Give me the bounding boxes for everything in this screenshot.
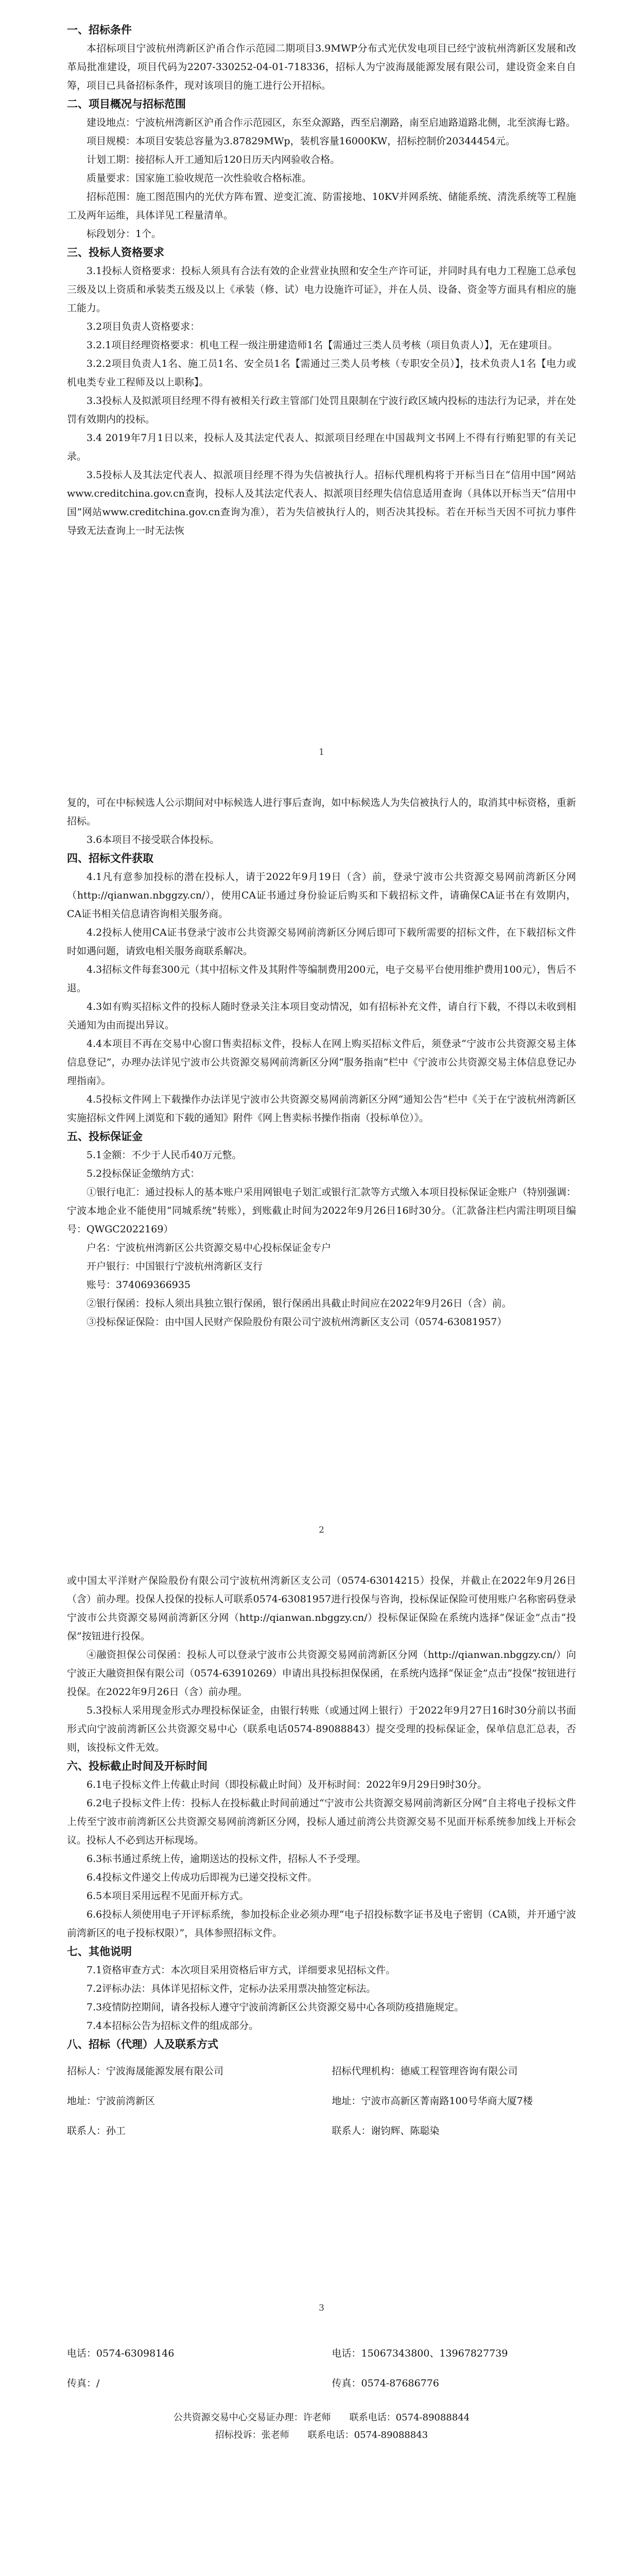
section-4-title: 四、招标文件获取 (67, 852, 153, 865)
project-location: 建设地点：宁波杭州湾新区沪甬合作示范园区，东至众源路，西至启潮路，南至启迪路道路北侧，北至滨海七路。 (86, 117, 576, 128)
agent-address: 地址：宁波市高新区菁南路100号华商大厦7楼 (332, 2095, 533, 2107)
page-number-1: 1 (319, 747, 324, 757)
tenderer-fax: 传真：/ (67, 2378, 100, 2389)
note-7-4: 7.4本招标公告为招标文件的组成部分。 (86, 2020, 259, 2031)
deadline-6-1: 6.1电子投标文件上传截止时间（即投标截止时间）及开标时间：2022年9月29日9时30分。 (86, 1779, 488, 1790)
tender-doc-4-1: 4.1凡有意参加投标的潜在投标人，请于2022年9月19日（含）前，登录宁波市公共资源交易网前湾新区分网（http://qianwan.nbggzy.cn/），使用CA证书通过身份验证后购买和下载招标文件，请确保CA证书在有效期内，CA证书相关信息请咨询相关服务商。 (67, 871, 576, 920)
agent-phone: 电话：15067343800、13967827739 (332, 2348, 508, 2359)
deposit-insurance-cont: 或中国太平洋财产保险股份有限公司宁波杭州湾新区支公司（0574-63014215）投保，并截止在2022年9月26日（含）前办理。投保人投保的投标人可联系0574-63081957进行投保与咨询，投标保证保险可使用账户名称密码登录宁波市公共资源交易网前湾新区分网（http://qianwan.nbggzy.cn/）投标保证保险在系统内选择“保证金”点击“投保”按钮进行投保。 (67, 1575, 576, 1642)
manager-qualification-3-2-1: 3.2.1项目经理资格要求：机电工程一级注册建造师1名【需通过三类人员考核（项目负责人）】，无在建项目。 (86, 340, 558, 351)
tender-doc-4-4: 4.4本项目不再在交易中心窗口售卖招标文件，投标人在网上购买招标文件后，须登录“宁波市公共资源交易主体信息登记”，办理办法详见宁波市公共资源交易网前湾新区分网“服务指南”栏中《宁波市公共资源交易主体信息登记办理指南》。 (67, 1038, 576, 1087)
note-7-1: 7.1资格审查方式：本次项目采用资格后审方式，详细要求见招标文件。 (86, 1964, 396, 1976)
tender-doc-fee: 4.3招标文件每套300元（其中招标文件及其附件等编制费用200元，电子交易平台使用维护费用100元），售后不退。 (67, 964, 576, 994)
page-number-3: 3 (319, 2303, 324, 2313)
tenderer-address: 地址：宁波前湾新区 (67, 2095, 155, 2107)
manager-qualification: 3.2项目负责人资格要求： (86, 321, 200, 332)
continued-paragraph: 复的，可在中标候选人公示期间对中标候选人进行事后查询，如中标候选人为失信被执行人的，取消其中标资格，重新招标。 (67, 797, 576, 827)
deposit-guarantee: ②银行保函：投标人须出具独立银行保函，银行保函出具截止时间应在2022年9月26日（含）前。 (86, 1298, 512, 1309)
bidder-record-3-4: 3.4 2019年7月1日以来，投标人及其法定代表人、拟派项目经理在中国裁判文书网上不得有行贿犯罪的有关记录。 (67, 432, 576, 462)
deposit-amount: 5.1金额：不少于人民币40万元整。 (86, 1149, 242, 1161)
section-8-title: 八、招标（代理）人及联系方式 (67, 2038, 218, 2050)
section-5-title: 五、投标保证金 (67, 1130, 143, 1143)
account-bank: 开户银行：中国银行宁波杭州湾新区支行 (86, 1261, 263, 1272)
contact-grid-bottom (67, 2344, 576, 2393)
deposit-method: 5.2投标保证金缴纳方式： (86, 1168, 200, 1179)
note-7-3: 7.3疫情防控期间，请各投标人遵守宁波前湾新区公共资源交易中心各项防疫措施规定。 (86, 2002, 464, 2013)
section-3-title: 三、投标人资格要求 (67, 246, 164, 259)
section-7-title: 七、其他说明 (67, 1945, 132, 1958)
account-name: 户名：宁波杭州湾新区公共资源交易中心投标保证金专户 (86, 1242, 332, 1253)
document-page-3 (0, 1556, 643, 2334)
quality-requirement: 质量要求：国家施工验收规范一次性验收合格标准。 (86, 173, 312, 184)
tenderer-phone: 电话：0574-63098146 (67, 2348, 175, 2359)
deposit-insurance: ③投标保证保险：由中国人民财产保险股份有限公司宁波杭州湾新区支公司（0574-63081957） (86, 1316, 507, 1328)
document-page-2 (0, 778, 643, 1556)
deadline-6-4: 6.4投标文件递交上传成功后即视为已递交投标文件。 (86, 1872, 318, 1883)
page-2-body (67, 793, 576, 1331)
section-6-title: 六、投标截止时间及开标时间 (67, 1760, 207, 1772)
deadline-6-6: 6.6投标人须使用电子开评标系统，参加投标企业必须办理“电子招投标数字证书及电子密钥（CA锁，并开通宁波前湾新区的电子投标权限）”，具体参照招标文件。 (67, 1909, 576, 1939)
deadline-6-2: 6.2电子投标文件上传：投标人在投标截止时间前通过“宁波市公共资源交易网前湾新区分网”自主将电子投标文件上传至宁波市前湾新区公共资源交易网前湾新区分网，投标人通过前湾公共资源交易不见面开标系统参加线上开标会议。投标人不必到达开标现场。 (67, 1798, 576, 1846)
page-number-2: 2 (319, 1525, 324, 1535)
footer-trading-center: 公共资源交易中心交易证办理：许老师 联系电话：0574-89088844 (173, 2412, 470, 2423)
tender-scope: 招标范围：施工图范围内的光伏方阵布置、逆变汇流、防雷接地、10KV并网系统、储能系统、清洗系统等工程施工及两年运维，具体详见工程量清单。 (67, 191, 576, 221)
document-page-4 (0, 2334, 643, 2576)
section-1-title: 一、招标条件 (67, 24, 132, 36)
agent-fax: 传真：0574-87686776 (332, 2378, 439, 2389)
page-1-body (67, 21, 576, 540)
section-1-paragraph: 本招标项目宁波杭州湾新区沪甬合作示范园二期项目3.9MWP分布式光伏发电项目已经宁波杭州湾新区发展和改革局批准建设，项目代码为2207-330252-04-01-718336，招标人为宁波海晟能源发展有限公司，建设资金来自自筹，项目已具备招标条件，现对该项目的施工进行公开招标。 (67, 43, 576, 91)
deposit-guarantee-company: ④融资担保公司保函：投标人可以登录宁波市公共资源交易网前湾新区分网（http://qianwan.nbggzy.cn/）向宁波正大融资担保有限公司（0574-63910269）申请出具投标担保保函，在系统内选择“保证金”点击“投保”按钮进行投保。在2022年9月26日（含）前办理。 (67, 1649, 576, 1698)
manager-qualification-3-2-2: 3.2.2项目负责人1名、施工员1名、安全员1名【需通过三类人员考核（专职安全员）】，技术负责人1名【电力或机电类专业工程师及以上职称】。 (67, 358, 576, 388)
deposit-5-3: 5.3投标人采用现金形式办理投标保证金，由银行转账（或通过网上银行）于2022年9月27日16时30分前以书面形式向宁波前湾新区公共资源交易中心（联系电话0574-89088843）提交受理的投标保证金，保单信息汇总表，否则，该投标文件无效。 (67, 1705, 576, 1753)
document-page-1 (0, 0, 643, 778)
note-7-2: 7.2评标办法：具体详见招标文件，定标办法采用票决抽签定标法。 (86, 1983, 376, 1994)
deadline-6-3: 6.3标书通过系统上传，逾期送达的投标文件，招标人不予受理。 (86, 1853, 367, 1865)
tenderer-name: 招标人：宁波海晟能源发展有限公司 (67, 2065, 224, 2077)
lot-division: 标段划分：1个。 (86, 228, 162, 240)
tender-doc-4-2: 4.2投标人使用CA证书登录宁波市公共资源交易网前湾新区分网后即可下载所需要的招标文件，在下载招标文件时如遇问题，请致电相关服务商联系解决。 (67, 927, 576, 957)
no-consortium: 3.6本项目不接受联合体投标。 (86, 834, 220, 845)
bidder-record-3-5: 3.5投标人及其法定代表人、拟派项目经理不得为失信被执行人。招标代理机构将于开标当日在“信用中国”网站www.creditchina.gov.cn查询，投标人及其法定代表人、拟派项目经理失信信息适用查询（具体以开标当天“信用中国”网站www.creditchina.gov.cn查询为准），若为失信被执行人的，则否决其投标。若在开标当天因不可抗力事件导致无法查询上一时无法恢 (67, 469, 576, 536)
bidder-qualification: 3.1投标人资格要求：投标人须具有合法有效的企业营业执照和安全生产许可证，并同时具有电力工程施工总承包三级及以上资质和承装类五级及以上《承装（修、试）电力设施许可证》，并在人员、设备、资金等方面具有相应的施工能力。 (67, 265, 576, 314)
agent-contact: 联系人：谢钧辉、陈聪染 (332, 2125, 440, 2137)
agent-name: 招标代理机构：德威工程管理咨询有限公司 (332, 2065, 518, 2077)
page-4-body (67, 2344, 576, 2444)
bidder-record-3-3: 3.3投标人及拟派项目经理不得有被相关行政主管部门处罚且限制在宁波行政区域内投标的违法行为记录，并在处罚有效期内的投标。 (67, 395, 576, 425)
project-scale: 项目规模：本项目安装总容量为3.87829MWp，装机容量16000KW，招标控制价20344454元。 (86, 135, 515, 147)
contact-grid-top (67, 2062, 576, 2140)
account-number: 账号：374069366935 (86, 1279, 191, 1291)
deadline-6-5: 6.5本项目采用远程不见面开标方式。 (86, 1890, 249, 1902)
page-3-body (67, 1571, 576, 2140)
tenderer-contact: 联系人：孙工 (67, 2125, 126, 2137)
tender-doc-4-5: 4.5投标文件网上下载操作办法详见宁波市公共资源交易网前湾新区分网“通知公告”栏中《关于在宁波杭州湾新区实施招标文件网上浏览和下载的通知》附件《网上售卖标书操作指南（投标单位）》。 (67, 1094, 576, 1124)
section-2-title: 二、项目概况与招标范围 (67, 98, 186, 110)
deposit-wire: ①银行电汇：通过投标人的基本账户采用网银电子划汇或银行汇款等方式缴入本项目投标保证金账户（特别强调：宁波本地企业不能使用“同城系统”转账），到账截止时间为2022年9月26日16时30分。（汇款备注栏内需注明项目编号：QWGC2022169） (67, 1187, 576, 1235)
tender-doc-4-3: 4.3如有购买招标文件的投标人随时登录关注本项目变动情况，如有招标补充文件，请自行下载，不得以未收到相关通知为由而提出异议。 (67, 1001, 576, 1031)
project-duration: 计划工期：接招标人开工通知后120日历天内网验收合格。 (86, 154, 340, 165)
footer-complaint: 招标投诉：张老师 联系电话：0574-89088843 (215, 2430, 428, 2441)
